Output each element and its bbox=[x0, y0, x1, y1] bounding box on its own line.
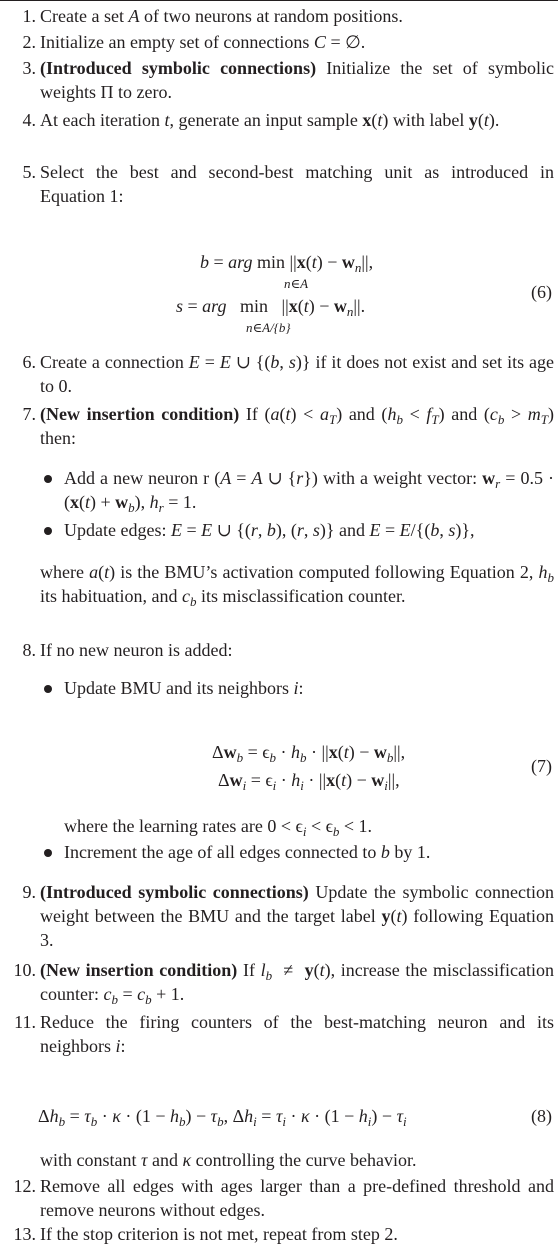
equation-line: $\Delta h_b = \tau_b \cdot \kappa \cdot (1 - h_b) - \tau_b$, $\Delta h_i = \tau_i \cdot \kappa \cdot (1 - h_i) - \tau_i$ bbox=[38, 1106, 407, 1129]
step-number: 6. bbox=[22, 352, 36, 372]
bullet-dot bbox=[44, 527, 52, 535]
step-number: 12. bbox=[13, 1176, 36, 1196]
step-7-note: where a(t) is the BMU’s activation computed following Equation 2, $h_b$ its habituation, and $c_b$ its misclassification counter. bbox=[40, 562, 554, 609]
top-rule bbox=[0, 0, 558, 1]
equation-line: s = arg $\min ||x(t) - w_n||$. bbox=[176, 296, 366, 319]
step-text: At each iteration t, generate an input sample x(t) with label y(t). bbox=[40, 110, 500, 130]
equation-number: (7) bbox=[531, 756, 552, 776]
bullet-dot bbox=[44, 685, 52, 693]
bullet-dot bbox=[44, 475, 52, 483]
equation-line: b = arg $\min ||x(t) - w_n||$, bbox=[200, 252, 374, 275]
step-number: 7. bbox=[22, 404, 36, 424]
step-text: If the stop criterion is not met, repeat from step 2. bbox=[40, 1224, 398, 1244]
step-11-note: with constant τ and κ controlling the curve behavior. bbox=[40, 1150, 417, 1170]
equation-number: (8) bbox=[531, 1106, 552, 1126]
step-text: If no new neuron is added: bbox=[40, 640, 233, 660]
step-number: 11. bbox=[14, 1012, 36, 1032]
equation-subscript: n∈A bbox=[284, 276, 309, 291]
step-7-bullet-add-neuron: Add a new neuron r (A = A ∪ {r}) with a weight vector: $w_r = 0.5 \cdot (x(t) + w_b)$, $h_r = 1$. bbox=[64, 468, 554, 515]
step-number: 3. bbox=[22, 58, 36, 78]
step-text: Remove all edges with ages larger than a pre-defined threshold and remove neurons without edges. bbox=[40, 1176, 554, 1220]
step-7-bullet-update-edges: Update edges: E = E ∪ {(r, b), (r, s)} and E = E/{(b, s)}, bbox=[64, 520, 475, 540]
step-text: Initialize an empty set of connections C = ∅. bbox=[40, 32, 366, 52]
equation-line: $\Delta w_i = \epsilon_i \cdot h_i \cdot ||x(t) - w_i||$, bbox=[218, 770, 400, 793]
equation-number: (6) bbox=[531, 282, 552, 302]
step-number: 10. bbox=[13, 960, 36, 980]
step-number: 13. bbox=[13, 1224, 36, 1244]
step-text: Create a set A of two neurons at random positions. bbox=[40, 6, 403, 26]
step-text: (New insertion condition) If $(a(t) < a_T)$ and $(h_b < f_T)$ and $(c_b > m_T)$ then: bbox=[40, 404, 555, 448]
step-number: 2. bbox=[22, 32, 36, 52]
step-number: 8. bbox=[22, 640, 36, 660]
step-text: Create a connection E = E ∪ {(b, s)} if it does not exist and set its age to 0. bbox=[40, 352, 554, 396]
step-text: Reduce the firing counters of the best-matching neuron and its neighbors i: bbox=[40, 1012, 554, 1056]
equation-line: $\Delta w_b = \epsilon_b \cdot h_b \cdot ||x(t) - w_b||$, bbox=[212, 742, 406, 765]
step-text: (Introduced symbolic connections) Initialize the set of symbolic weights Π to zero. bbox=[40, 58, 554, 102]
step-8-note: where the learning rates are $0 < \epsilon_i < \epsilon_b < 1$. bbox=[64, 816, 373, 839]
step-text: Select the best and second-best matching unit as introduced in Equation 1: bbox=[40, 162, 554, 206]
step-text: (Introduced symbolic connections) Update the symbolic connection weight between the BMU and the target label y(t) following Equation 3. bbox=[40, 882, 554, 950]
step-text: (New insertion condition) If $l_b \ne y(t)$, increase the misclassification counter: $c_b = c_b + 1$. bbox=[40, 960, 554, 1007]
step-number: 9. bbox=[22, 882, 36, 902]
step-number: 5. bbox=[22, 162, 36, 182]
step-8-bullet-update-bmu: Update BMU and its neighbors i: bbox=[64, 678, 304, 698]
step-number: 4. bbox=[22, 110, 36, 130]
equation-subscript: n∈A/{b} bbox=[246, 320, 291, 335]
step-8-bullet-increment-age: Increment the age of all edges connected to b by 1. bbox=[64, 842, 431, 862]
bullet-dot bbox=[44, 849, 52, 857]
step-number: 1. bbox=[22, 6, 36, 26]
